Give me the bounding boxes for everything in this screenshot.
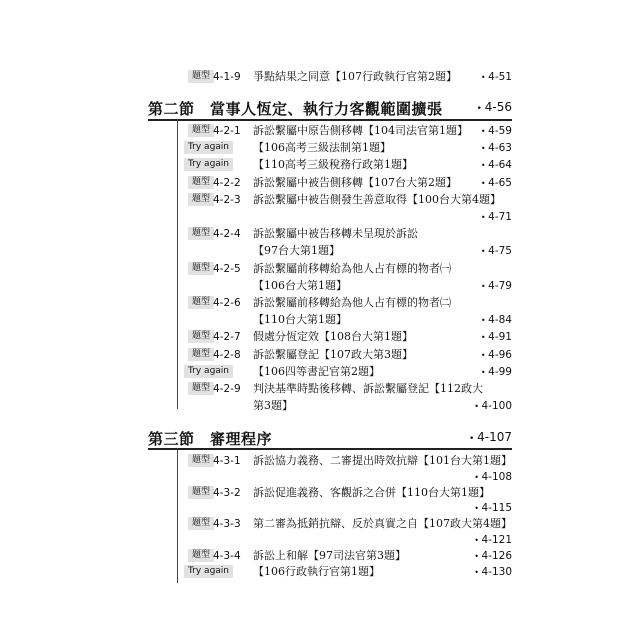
entry-title: 【106四等書記官第2題】	[253, 364, 380, 378]
question-type-tag: 題型	[188, 348, 214, 361]
entry-page: • 4-126	[474, 547, 512, 566]
entry-code: 4-1-9	[213, 71, 241, 83]
toc-entry	[0, 397, 640, 415]
entry-code: 4-2-7	[213, 331, 241, 344]
try-again-tag: Try again	[184, 141, 233, 154]
entry-title: 爭點結果之同意【107行政執行官第2題】	[253, 70, 457, 83]
entry-code: 4-2-3	[213, 193, 241, 206]
entry-title: 【106行政執行官第1題】	[253, 564, 380, 578]
question-type-tag: 題型	[188, 454, 214, 467]
question-type-tag: 題型	[188, 176, 214, 189]
toc-entry	[0, 277, 640, 295]
entry-title: 訴訟繫屬前移轉給為他人占有標的物者㈡	[253, 296, 451, 309]
entry-title: 訴訟繫屬中被告側發生善意取得【100台大第4題】	[253, 192, 501, 206]
entry-code: 4-3-2	[213, 486, 241, 499]
entry-page: • 4-108	[474, 468, 512, 487]
entry-title: 判決基準時點後移轉、訴訟繫屬登記【112政大	[253, 382, 483, 395]
entry-code: 4-2-1	[213, 125, 241, 137]
question-type-tag: 題型	[188, 227, 214, 240]
entry-code: 4-2-4	[213, 228, 241, 241]
entry-page: • 4-100	[474, 397, 512, 416]
toc-entry	[0, 563, 640, 581]
toc-entry	[0, 328, 640, 346]
section-page: • 4-56	[477, 100, 512, 114]
entry-page: • 4-64	[481, 156, 512, 175]
try-again-tag: Try again	[184, 158, 233, 171]
entry-code: 4-3-3	[213, 518, 241, 531]
toc-entry	[0, 122, 640, 140]
question-type-tag: 題型	[188, 330, 214, 343]
entry-title: 【110高考三級稅務行政第1題】	[253, 158, 413, 172]
toc-entry	[0, 156, 640, 174]
question-type-tag: 題型	[188, 517, 214, 530]
entry-code: 4-2-5	[213, 262, 241, 275]
entry-title: 假處分恆定效【108台大第1題】	[253, 330, 413, 344]
section-title: 第三節 審理程序	[148, 430, 273, 448]
section-page: • 4-107	[469, 430, 512, 444]
entry-title: 【106高考三級法制第1題】	[253, 141, 391, 155]
question-type-tag: 題型	[188, 296, 214, 309]
question-type-tag: 題型	[188, 193, 214, 206]
entry-page: • 4-130	[474, 563, 512, 582]
toc-entry	[0, 174, 640, 192]
entry-title: 【106台大第1題】	[253, 278, 347, 292]
entry-code: 4-2-8	[213, 348, 241, 361]
toc-entry	[0, 363, 640, 381]
entry-page: • 4-75	[481, 242, 512, 261]
toc-entry	[0, 294, 640, 312]
entry-page: • 4-91	[481, 328, 512, 347]
entry-page: • 4-115	[474, 499, 512, 518]
entry-title: 訴訟繫屬中被告側移轉【107台大第2題】	[253, 175, 457, 189]
entry-page: • 4-65	[481, 174, 512, 193]
question-type-tag: 題型	[188, 549, 214, 562]
entry-page: • 4-63	[481, 139, 512, 158]
toc-entry	[0, 208, 640, 226]
entry-title: 訴訟協力義務、二審提出時效抗辯【101台大第1題】	[253, 454, 512, 467]
entry-title: 訴訟促進義務、客觀訴之合併【110台大第1題】	[253, 485, 490, 499]
try-again-tag: Try again	[184, 565, 233, 578]
entry-code: 4-3-1	[213, 455, 241, 467]
entry-title: 第二審為抵銷抗辯、反於真實之自【107政大第4題】	[253, 517, 512, 531]
toc-entry	[0, 311, 640, 329]
entry-code: 4-2-9	[213, 383, 241, 395]
entry-title: 訴訟繫屬中被告移轉未呈現於訴訟	[253, 227, 418, 241]
entry-title: 訴訟上和解【97司法官第3題】	[253, 548, 406, 562]
entry-page: • 4-121	[474, 531, 512, 550]
entry-title: 【97台大第1題】	[253, 244, 340, 258]
question-type-tag: 題型	[188, 382, 214, 395]
try-again-tag: Try again	[184, 365, 233, 378]
question-type-tag: 題型	[188, 70, 214, 83]
toc-entry	[0, 191, 640, 209]
entry-code: 4-3-4	[213, 549, 241, 562]
entry-page: • 4-59	[481, 122, 512, 141]
section-title: 第二節 當事人恆定、執行力客觀範圍擴張	[148, 100, 443, 118]
section-rule	[148, 119, 512, 121]
question-type-tag: 題型	[188, 262, 214, 275]
entry-title: 【110台大第1題】	[253, 313, 347, 327]
entry-page: • 4-96	[481, 346, 512, 365]
toc-entry	[0, 380, 640, 398]
toc-entry	[0, 225, 640, 243]
entry-page: • 4-79	[481, 277, 512, 296]
toc-entry	[0, 346, 640, 364]
entry-title: 第3題】	[253, 399, 293, 413]
entry-page: • 4-84	[481, 311, 512, 330]
toc-entry	[0, 242, 640, 260]
toc-entry	[0, 260, 640, 278]
question-type-tag: 題型	[188, 124, 214, 137]
section-rule	[148, 448, 512, 450]
entry-code: 4-2-2	[213, 176, 241, 189]
entry-title: 訴訟繫屬中原告側移轉【104司法官第1題】	[253, 124, 468, 137]
entry-page: • 4-99	[481, 363, 512, 382]
entry-title: 訴訟繫屬登記【107政大第3題】	[253, 347, 413, 361]
toc-entry	[0, 68, 640, 86]
question-type-tag: 題型	[188, 486, 214, 499]
entry-page: • 4-51	[481, 68, 512, 87]
entry-page: • 4-71	[481, 208, 512, 227]
toc-entry	[0, 139, 640, 157]
entry-title: 訴訟繫屬前移轉給為他人占有標的物者㈠	[253, 261, 451, 275]
entry-code: 4-2-6	[213, 297, 241, 309]
